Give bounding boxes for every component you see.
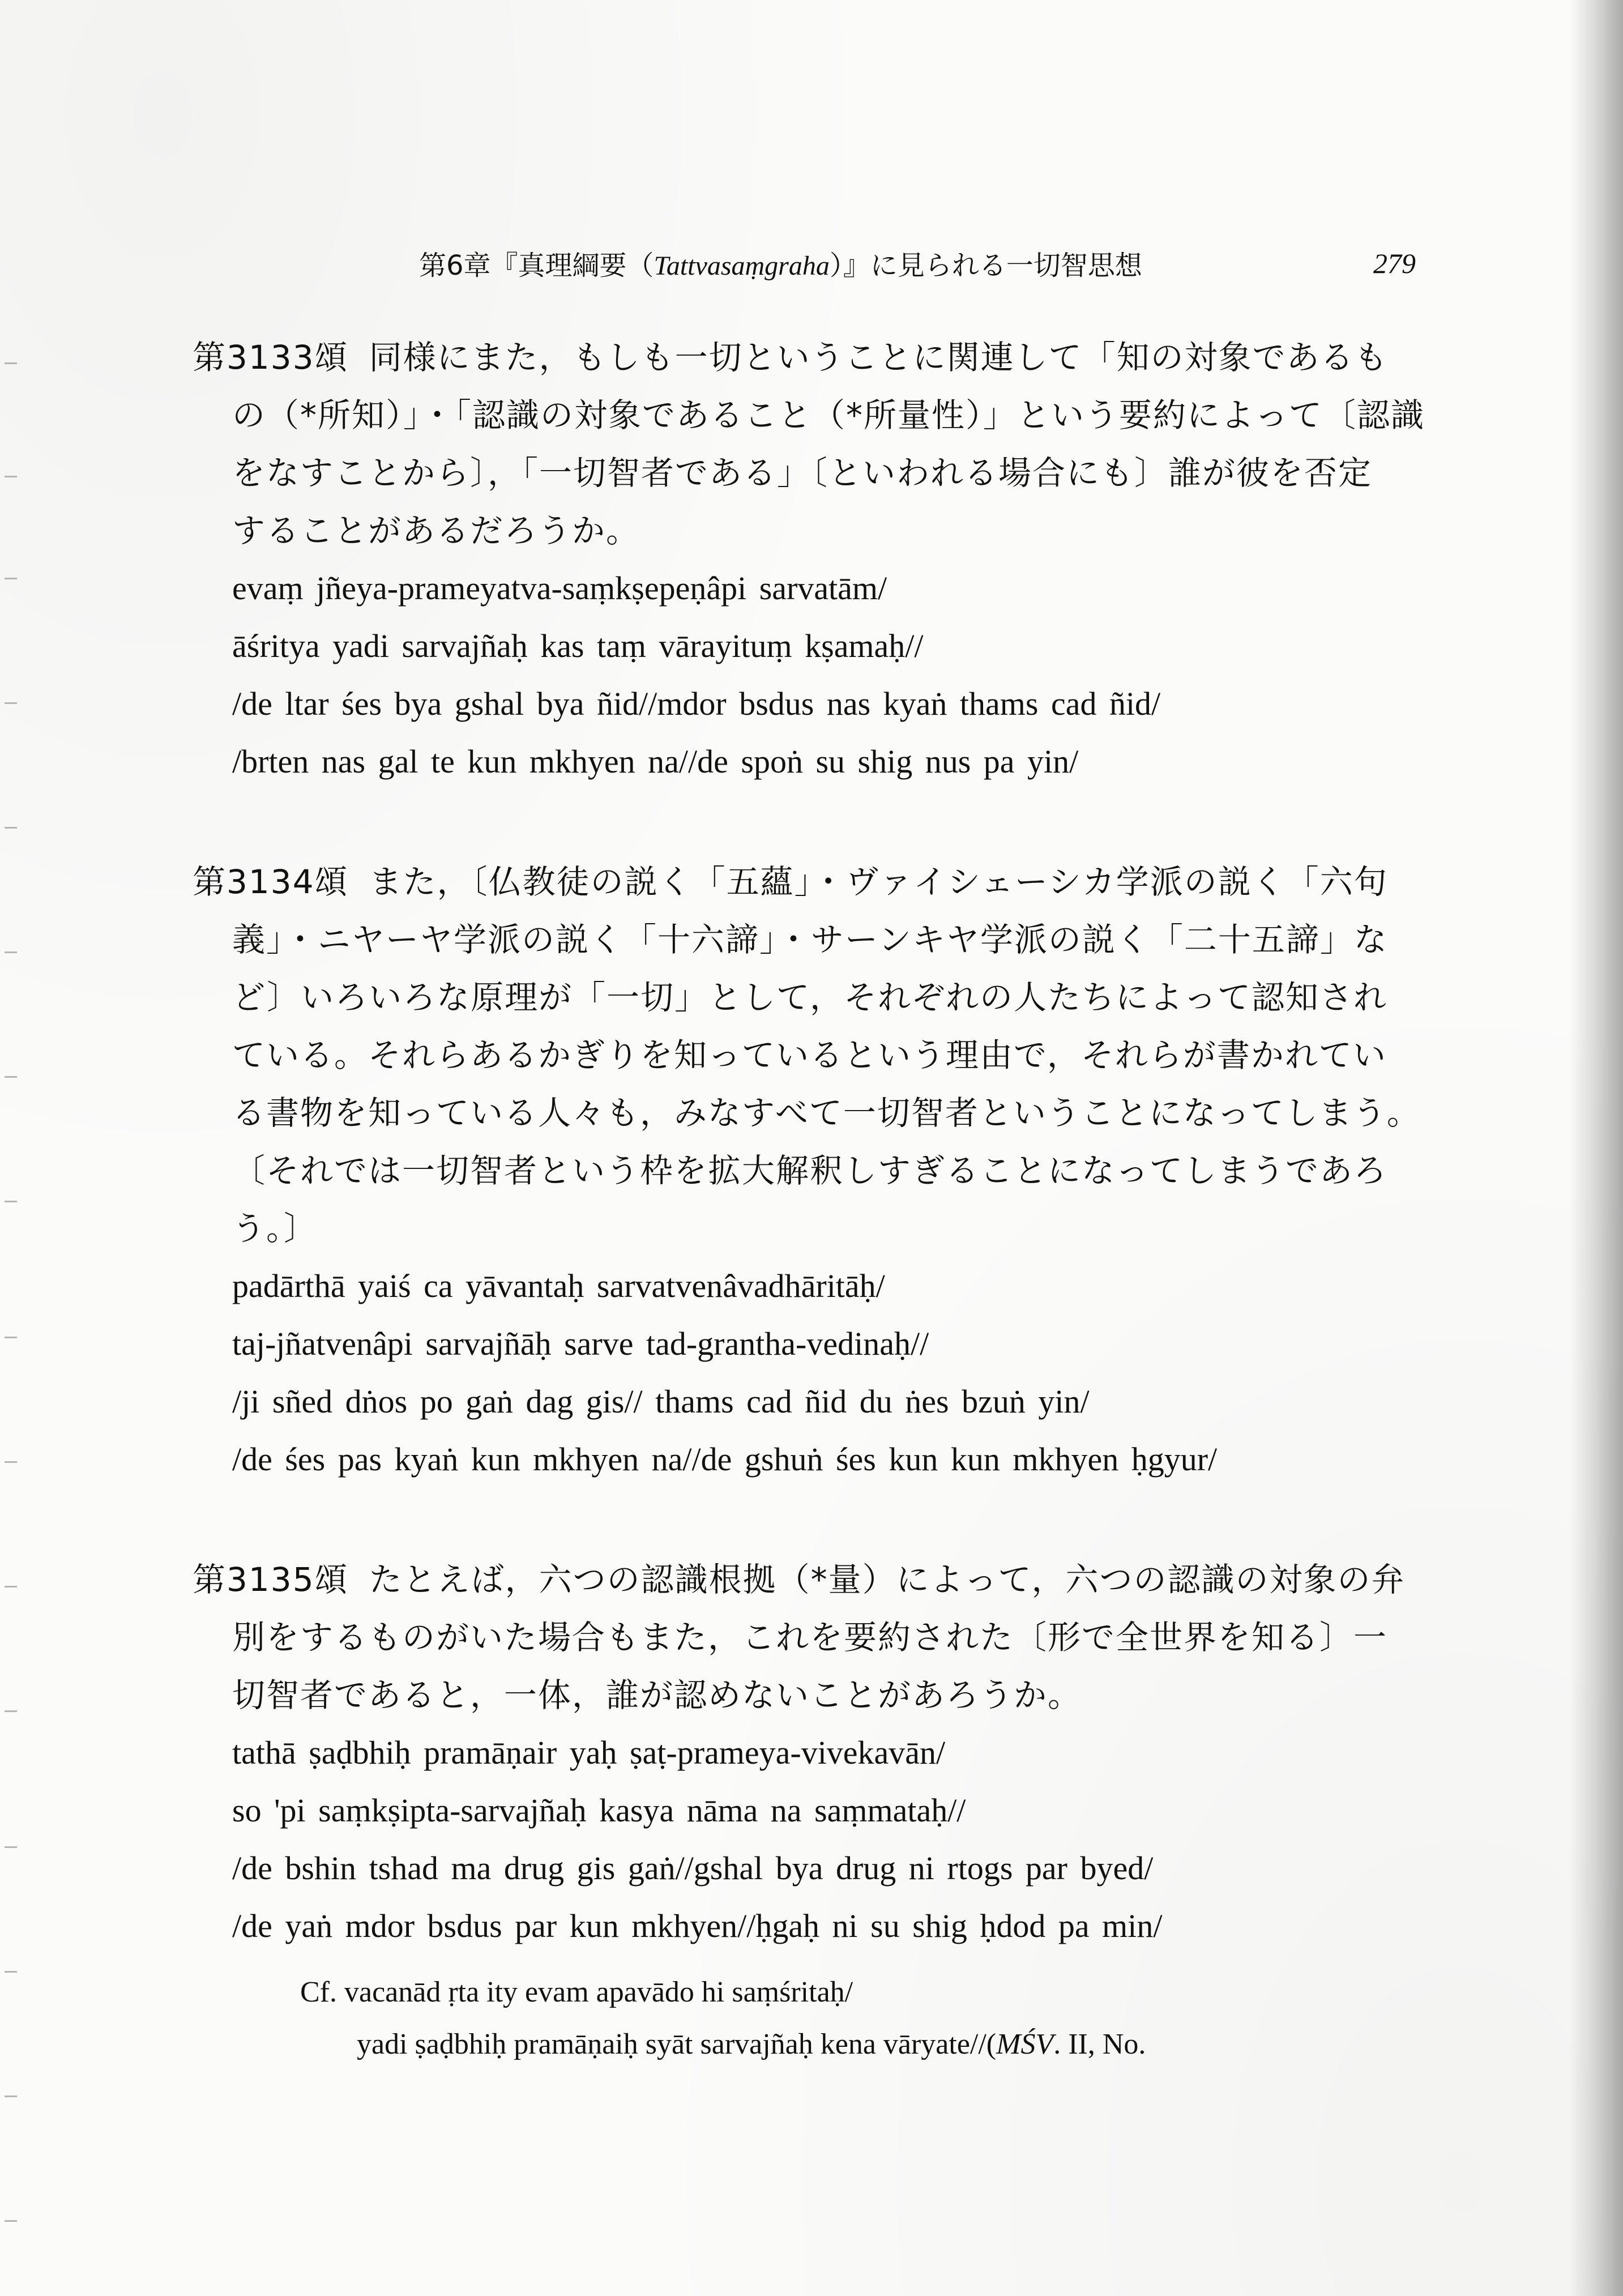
sanskrit-line: tathā ṣaḍbhiḥ pramāṇair yaḥ ṣaṭ-prameya-vivekavān/ — [232, 1734, 946, 1771]
japanese-translation: 第3133頌 同様にまた，もしも一切ということに関連して「知の対象であるも の（*所知）」・「認識の対象であること（*所量性）」という要約によって〔認識 をなすことから〕，「一切智者である」〔といわれる場合にも〕誰が彼を否定 することがあるだろうか。 — [193, 338, 1425, 550]
tibetan-line: /de yaṅ mdor bsdus par kun mkhyen//ḥgaḥ ni su shig ḥdod pa min/ — [232, 1907, 1163, 1944]
note-line: yadi ṣaḍbhiḥ pramāṇaiḥ syāt sarvajñaḥ kena vāryate//(MŚV. II, No. — [357, 2028, 1146, 2060]
chapter-title: 第6章『真理綱要（Tattvasaṃgraha）』に見られる一切智思想 — [419, 250, 1142, 281]
verse-number: 第3134頌 — [193, 863, 349, 901]
binding-shadow — [1569, 0, 1623, 2296]
verse-3134 — [193, 853, 1506, 1488]
tibetan-line: /de śes pas kyaṅ kun mkhyen na//de gshuṅ śes kun kun mkhyen ḥgyur/ — [232, 1441, 1218, 1478]
sanskrit-line: āśritya yadi sarvajñaḥ kas taṃ vārayituṃ kṣamaḥ// — [232, 628, 924, 664]
verse-3135 — [193, 1551, 1506, 1955]
note-line: Cf. vacanād ṛta ity evam apavādo hi saṃśritaḥ/ — [300, 1976, 853, 2008]
japanese-translation: 第3134頌 また，〔仏教徒の説く「五蘊」・ヴァイシェーシカ学派の説く「六句 義」・ニヤーヤ学派の説く「十六諦」・サーンキヤ学派の説く「二十五諦」な ど〕いろいろな原理が「一切」として，それぞれの人たちによって認知され ている。それらあるかぎりを知っているという理由で，それらが書かれてい る書物を知っている人々も，みなすべて一切智者ということになってしまう。 〔それでは一切智者という枠を拡大解釈しすぎることになってしまうであろ う。〕 — [193, 863, 1421, 1248]
tibetan-line: /brten nas gal te kun mkhyen na//de spoṅ su shig nus pa yin/ — [232, 743, 1079, 780]
japanese-translation: 第3135頌 たとえば，六つの認識根拠（*量）によって，六つの認識の対象の弁 別をするものがいた場合もまた，これを要約された〔形で全世界を知る〕一 切智者であると，一体，誰が認めないことがあろうか。 — [193, 1560, 1406, 1714]
main-text — [193, 328, 1506, 2071]
sanskrit-line: evaṃ jñeya-prameyatva-saṃkṣepeṇâpi sarvatām/ — [232, 570, 887, 607]
tibetan-line: /ji sñed dṅos po gaṅ dag gis// thams cad ñid du ṅes bzuṅ yin/ — [232, 1383, 1090, 1420]
cf-note — [193, 1966, 1506, 2071]
sanskrit-line: taj-jñatvenâpi sarvajñāḥ sarve tad-grantha-vedinaḥ// — [232, 1325, 929, 1362]
sanskrit-line: padārthā yaiś ca yāvantaḥ sarvatvenâvadhāritāḥ/ — [232, 1268, 885, 1304]
sanskrit-line: so 'pi saṃkṣipta-sarvajñaḥ kasya nāma na saṃmataḥ// — [232, 1792, 966, 1829]
verse-3133 — [193, 328, 1506, 791]
tibetan-line: /de ltar śes bya gshal bya ñid//mdor bsdus nas kyaṅ thams cad ñid/ — [232, 685, 1161, 722]
margin-marks — [0, 340, 23, 2265]
page-number: 279 — [1373, 247, 1416, 279]
running-header — [419, 244, 1438, 289]
tibetan-line: /de bshin tshad ma drug gis gaṅ//gshal bya drug ni rtogs par byed/ — [232, 1850, 1154, 1887]
verse-number: 第3133頌 — [193, 338, 349, 377]
verse-number: 第3135頌 — [193, 1560, 349, 1599]
